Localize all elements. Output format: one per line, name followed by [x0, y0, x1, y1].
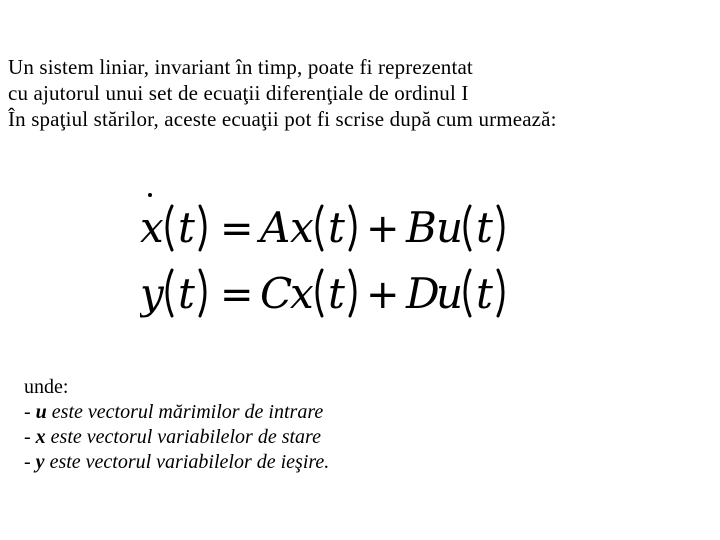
eq2-term1-close-paren [350, 270, 355, 316]
equations-graphic [140, 190, 530, 330]
definition-y [24, 450, 624, 475]
eq2-term2-coef: D [406, 269, 440, 318]
eq1-term2-arg: t [476, 203, 493, 252]
eq1-term2-var: u [436, 203, 464, 252]
definition-dash: - [24, 426, 36, 448]
eq1-term2-close-paren [498, 206, 503, 250]
definition-text: este vectorul variabilelor de stare [45, 426, 321, 448]
eq1-lhs-arg: t [178, 203, 195, 252]
eq2-term2-var: u [436, 269, 464, 318]
eq1-plus: + [366, 206, 400, 252]
eq2-term2-close-paren [498, 270, 503, 316]
eq2-term2-arg: t [476, 269, 493, 318]
intro-line-2: cu ajutorul unui set de ecuaţii diferenţiale de ordinul I [8, 81, 469, 105]
definition-text: este vectorul variabilelor de ieşire. [44, 451, 330, 473]
eq1-lhs-close-paren [200, 206, 205, 250]
eq1-term1-open-paren [317, 206, 322, 250]
eq2-plus: + [366, 272, 400, 318]
notes-heading: unde: [24, 376, 69, 398]
eq2-lhs-close-paren [200, 270, 205, 316]
definition-symbol: u [35, 401, 47, 423]
definition-u [24, 400, 624, 425]
definition-symbol: x [35, 426, 46, 448]
intro-line-3: În spaţiul stărilor, aceste ecuaţii pot fi scrise după cum urmează: [8, 107, 557, 131]
eq1-lhs: x [140, 203, 164, 252]
definition-symbol: y [35, 451, 45, 473]
definition-dash: - [24, 401, 36, 423]
eq2-lhs-open-paren [167, 270, 172, 316]
eq2-term2-open-paren [465, 270, 470, 316]
intro-line-1: Un sistem liniar, invariant în timp, poate fi reprezentat [8, 55, 473, 79]
eq1-term2-coef: B [406, 203, 437, 252]
equation-state [140, 193, 503, 252]
eq1-term1-arg: t [328, 203, 345, 252]
eq2-lhs: y [140, 269, 164, 318]
eq2-term1-var: x [290, 269, 314, 318]
variable-definitions [24, 375, 624, 475]
eq2-term1-open-paren [317, 270, 322, 316]
eq1-term1-coef: A [260, 203, 291, 252]
definition-x [24, 425, 624, 450]
definition-dash: - [24, 451, 36, 473]
definition-text: este vectorul mărimilor de intrare [46, 401, 324, 423]
derivative-dot [148, 193, 152, 197]
eq2-term1-coef: C [260, 269, 293, 318]
intro-paragraph [8, 54, 708, 132]
eq2-equals: = [220, 272, 254, 318]
eq1-term1-var: x [290, 203, 314, 252]
eq2-term1-arg: t [328, 269, 345, 318]
eq1-equals: = [220, 206, 254, 252]
state-space-equations [140, 190, 530, 330]
eq1-term2-open-paren [465, 206, 470, 250]
eq2-lhs-arg: t [178, 269, 195, 318]
eq1-term1-close-paren [350, 206, 355, 250]
eq1-lhs-open-paren [167, 206, 172, 250]
equation-output [140, 269, 503, 318]
